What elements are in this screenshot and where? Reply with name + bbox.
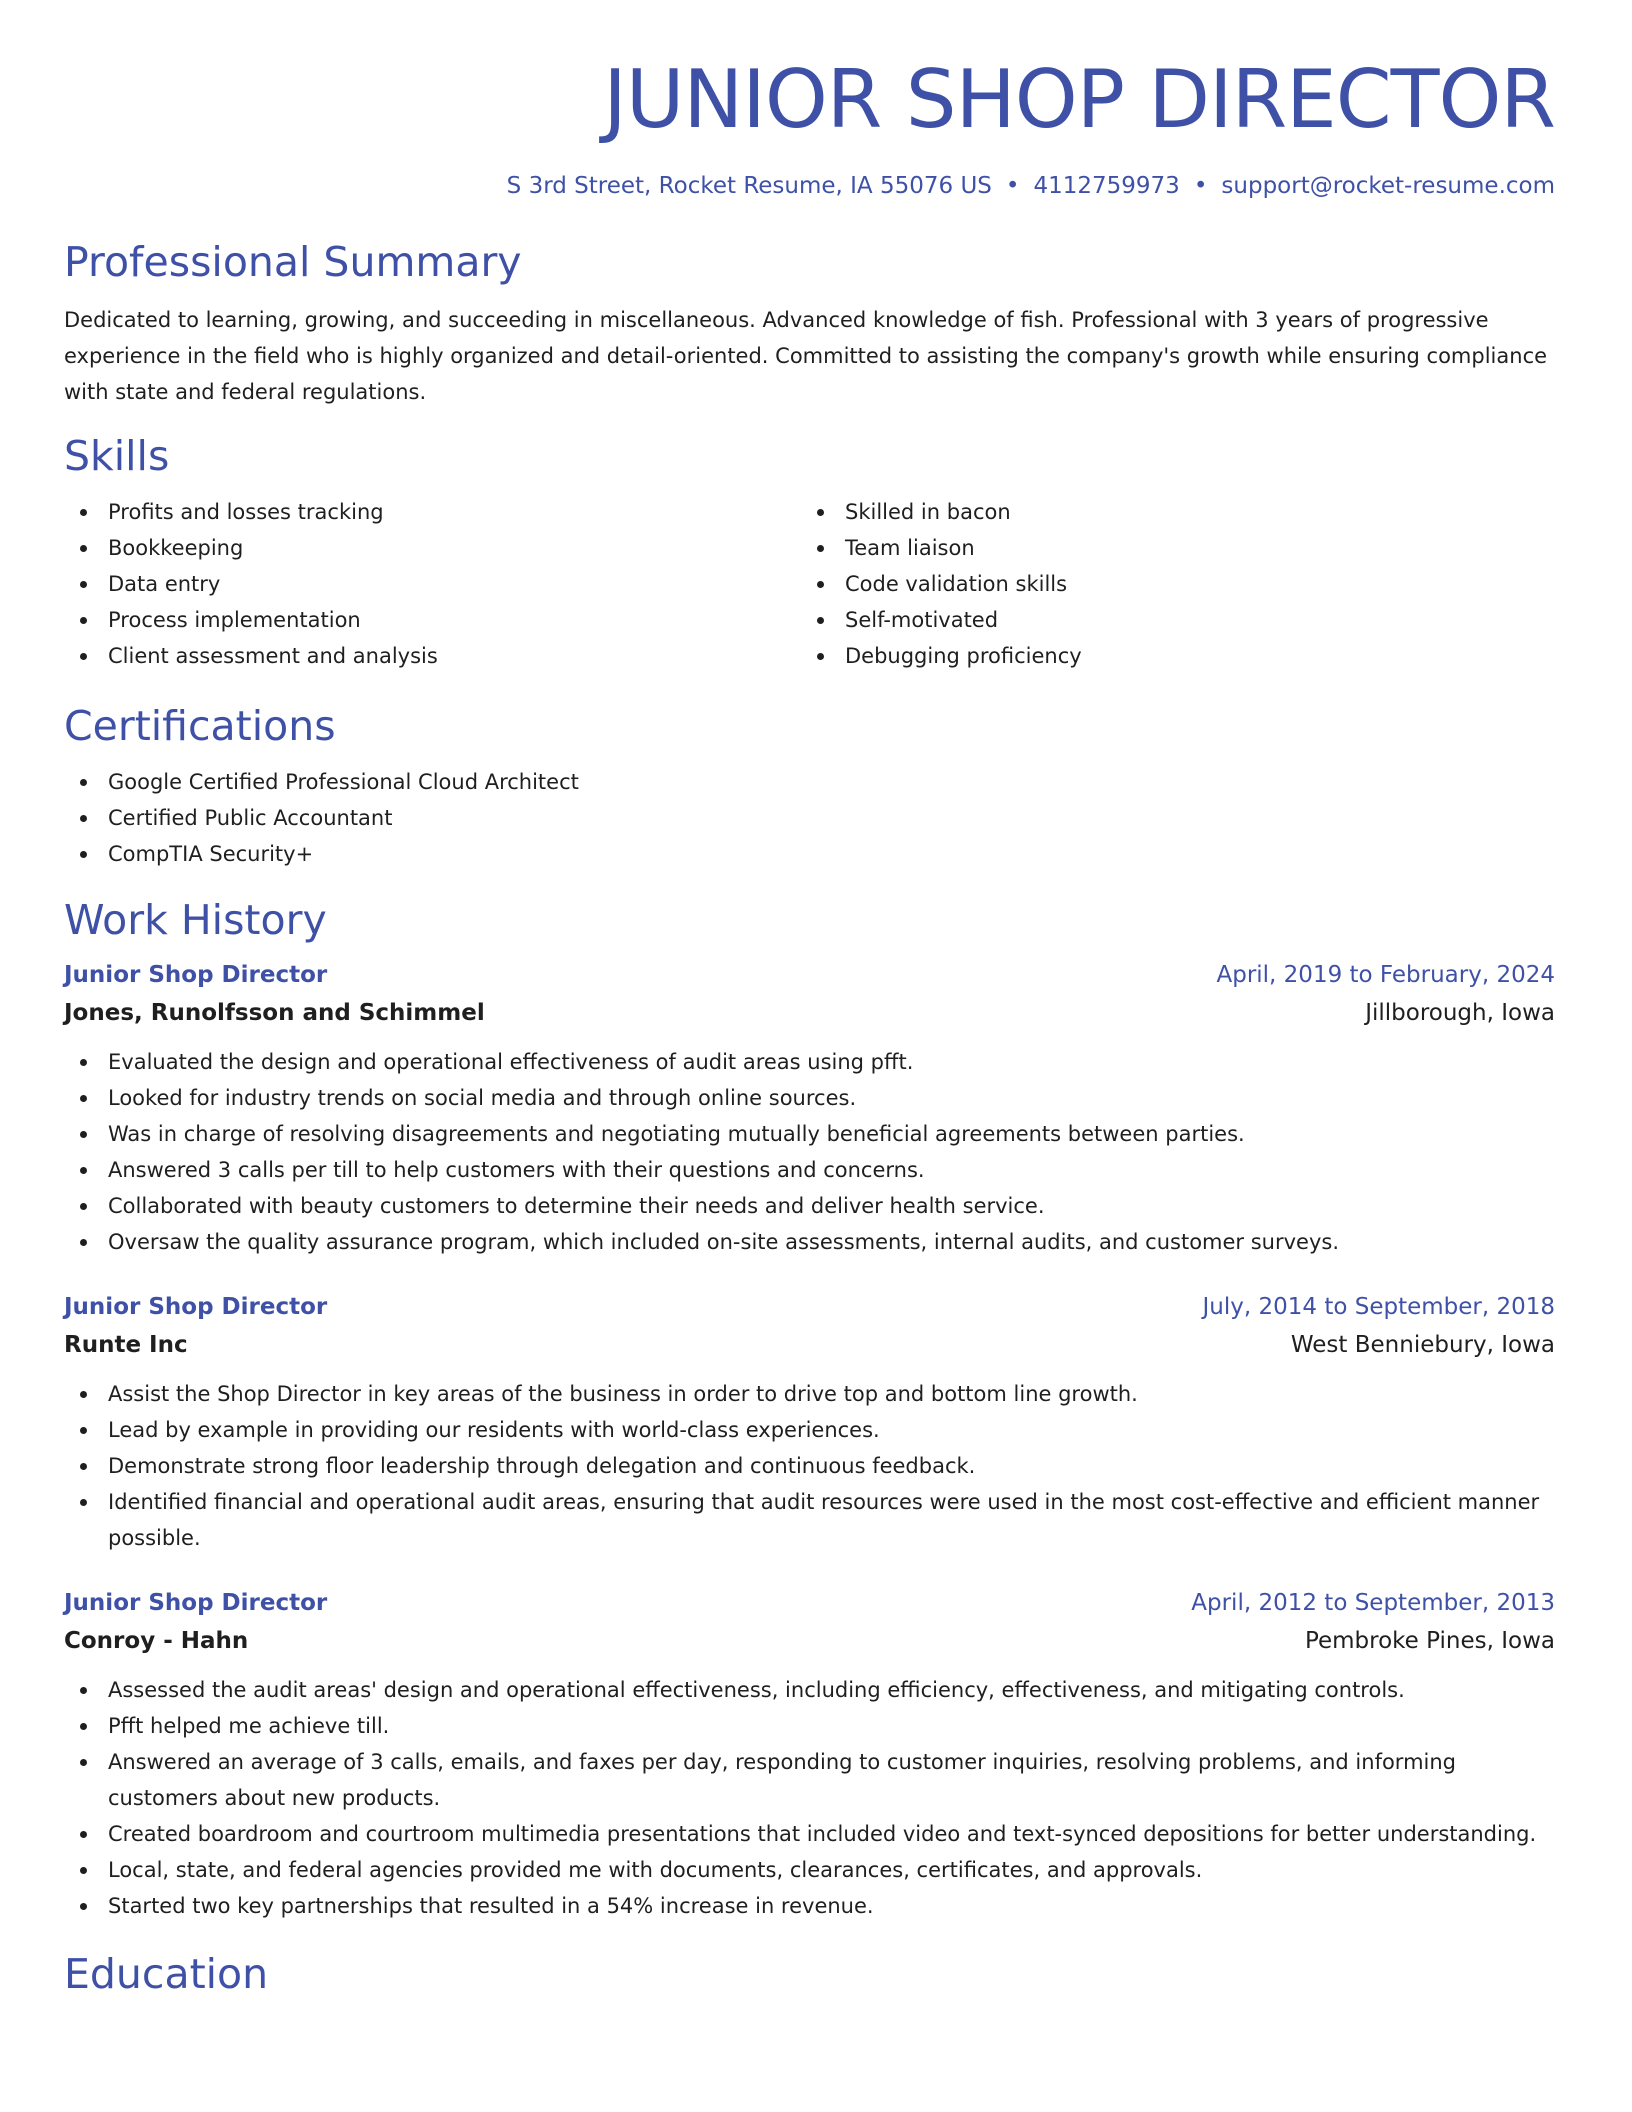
- certification-item: CompTIA Security+: [64, 836, 1555, 872]
- skill-item: Team liaison: [801, 530, 1538, 566]
- skill-item: Code validation skills: [801, 566, 1538, 602]
- job-company-row: [64, 994, 1555, 1032]
- skill-item: Debugging proficiency: [801, 638, 1538, 674]
- summary-text: Dedicated to learning, growing, and succeeding in miscellaneous. Advanced knowledge of fish. Professional with 3 years of progressive experience in the field who is highly organized and detail-oriented. Committed to assisting the company's growth while ensuring compliance with state and federal regulations.: [64, 308, 1548, 404]
- education-heading: Education: [64, 1950, 269, 1998]
- job-location: West Benniebury, Iowa: [1290, 1332, 1555, 1358]
- job-header-row: [64, 956, 1555, 994]
- work-history-heading: Work History: [64, 896, 327, 944]
- contact-address: S 3rd Street, Rocket Resume, IA 55076 US: [506, 173, 992, 199]
- job-bullet: Answered 3 calls per till to help customers with their questions and concerns.: [64, 1152, 1555, 1188]
- job-bullet: Oversaw the quality assurance program, which included on-site assessments, internal audits, and customer surveys.: [64, 1224, 1555, 1260]
- job-company: Conroy - Hahn: [64, 1628, 249, 1654]
- skill-item: Self-motivated: [801, 602, 1538, 638]
- skill-item: Data entry: [64, 566, 801, 602]
- certification-item: Google Certified Professional Cloud Architect: [64, 764, 1555, 800]
- job-bullets: [64, 1672, 1555, 1924]
- job-bullet: Collaborated with beauty customers to determine their needs and deliver health service.: [64, 1188, 1555, 1224]
- job-title: Junior Shop Director: [64, 1294, 328, 1320]
- job-header-row: [64, 1288, 1555, 1326]
- job-entry: [64, 1288, 1555, 1556]
- job-company: Runte Inc: [64, 1332, 188, 1358]
- summary-heading: Professional Summary: [64, 238, 522, 286]
- job-entry: [64, 1584, 1555, 1924]
- skills-heading: Skills: [64, 432, 170, 480]
- job-bullet: Assessed the audit areas' design and operational effectiveness, including efficiency, effectiveness, and mitigating controls.: [64, 1672, 1555, 1708]
- skill-item: Client assessment and analysis: [64, 638, 801, 674]
- skills-right-list: [801, 494, 1538, 674]
- job-bullet: Evaluated the design and operational effectiveness of audit areas using pfft.: [64, 1044, 1555, 1080]
- resume-page: [64, 0, 1555, 2000]
- contact-separator: •: [1193, 173, 1208, 199]
- contact-separator: •: [1005, 173, 1020, 199]
- job-bullets: [64, 1044, 1555, 1260]
- job-bullet: Answered an average of 3 calls, emails, and faxes per day, responding to customer inquiries, resolving problems, and informing customers about new products.: [64, 1744, 1555, 1816]
- job-company: Jones, Runolfsson and Schimmel: [64, 1000, 485, 1026]
- job-bullet: Lead by example in providing our residents with world-class experiences.: [64, 1412, 1555, 1448]
- job-company-row: [64, 1622, 1555, 1660]
- job-bullet: Created boardroom and courtroom multimedia presentations that included video and text-synced depositions for better understanding.: [64, 1816, 1555, 1852]
- resume-name: JUNIOR SHOP DIRECTOR: [603, 53, 1555, 146]
- skills-left-list: [64, 494, 801, 674]
- job-bullets: [64, 1376, 1555, 1556]
- job-location: Jillborough, Iowa: [1365, 1000, 1555, 1026]
- job-bullet: Identified financial and operational audit areas, ensuring that audit resources were used in the most cost-effective and efficient manner possible.: [64, 1484, 1555, 1556]
- job-bullet: Started two key partnerships that resulted in a 54% increase in revenue.: [64, 1888, 1555, 1924]
- job-bullet: Looked for industry trends on social media and through online sources.: [64, 1080, 1555, 1116]
- job-company-row: [64, 1326, 1555, 1364]
- contact-email[interactable]: support@rocket-resume.com: [1221, 173, 1555, 199]
- skills-grid: [64, 494, 1555, 674]
- contact-line: [64, 170, 1555, 202]
- job-bullet: Was in charge of resolving disagreements and negotiating mutually beneficial agreements between parties.: [64, 1116, 1555, 1152]
- job-dates: July, 2014 to September, 2018: [1202, 1294, 1555, 1320]
- certifications-list: [64, 764, 1555, 872]
- job-location: Pembroke Pines, Iowa: [1304, 1628, 1555, 1654]
- certifications-heading: Certifications: [64, 702, 336, 750]
- job-title: Junior Shop Director: [64, 962, 328, 988]
- job-dates: April, 2019 to February, 2024: [1216, 962, 1555, 988]
- skill-item: Process implementation: [64, 602, 801, 638]
- job-bullet: Assist the Shop Director in key areas of the business in order to drive top and bottom line growth.: [64, 1376, 1555, 1412]
- skill-item: Skilled in bacon: [801, 494, 1538, 530]
- skill-item: Profits and losses tracking: [64, 494, 801, 530]
- job-bullet: Pfft helped me achieve till.: [64, 1708, 1555, 1744]
- job-title: Junior Shop Director: [64, 1590, 328, 1616]
- job-entry: [64, 956, 1555, 1260]
- certification-item: Certified Public Accountant: [64, 800, 1555, 836]
- contact-phone: 4112759973: [1033, 173, 1180, 199]
- job-header-row: [64, 1584, 1555, 1622]
- job-dates: April, 2012 to September, 2013: [1191, 1590, 1555, 1616]
- skill-item: Bookkeeping: [64, 530, 801, 566]
- job-bullet: Local, state, and federal agencies provided me with documents, clearances, certificates, and approvals.: [64, 1852, 1555, 1888]
- job-bullet: Demonstrate strong floor leadership through delegation and continuous feedback.: [64, 1448, 1555, 1484]
